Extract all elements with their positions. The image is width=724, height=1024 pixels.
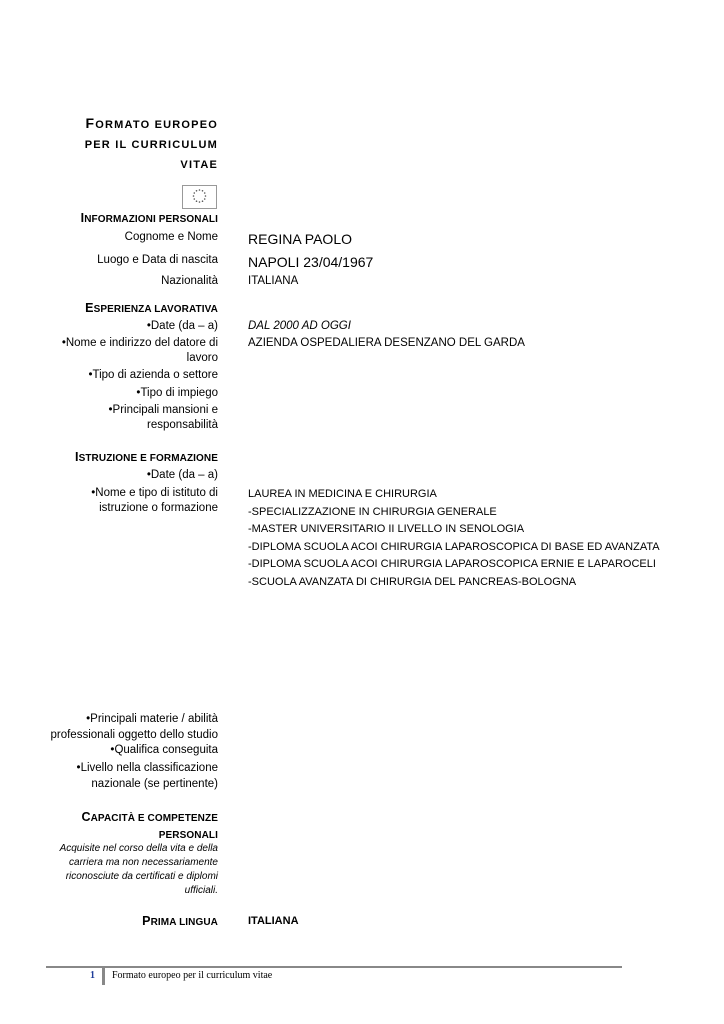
education-item: -DIPLOMA SCUOLA ACOI CHIRURGIA LAPAROSCOPICA ERNIE E LAPAROCELI <box>248 558 656 570</box>
section-work-experience <box>85 301 218 315</box>
duties-label-line2: responsabilità <box>147 419 218 431</box>
duties-label-line1: • Principali mansioni e <box>109 403 219 418</box>
skills-note-line: riconosciute da certificati e diplomi <box>65 871 218 882</box>
education-item: -SPECIALIZZAZIONE IN CHIRURGIA GENERALE <box>248 505 497 518</box>
education-dates-label: • Date (da – a) <box>147 468 218 483</box>
section-skills-line1 <box>81 809 218 827</box>
section-personal-skills <box>81 809 218 844</box>
section-cap: C <box>81 810 91 824</box>
title-cap: F <box>85 115 96 131</box>
section-personal-info <box>81 211 218 225</box>
nationality-value: ITALIANA <box>248 275 299 287</box>
institute-label-line2: istruzione o formazione <box>99 502 218 514</box>
cv-title-line3: VITAE <box>180 159 218 171</box>
section-education <box>75 450 218 464</box>
section-rest: STRUZIONE E FORMAZIONE <box>78 453 218 464</box>
section-rest: RIMA LINGUA <box>150 917 218 928</box>
institute-label <box>91 486 218 516</box>
birth-label: Luogo e Data di nascita <box>97 254 218 266</box>
section-cap: I <box>75 450 79 464</box>
subjects-label-line1: • Principali materie / abilità <box>50 711 218 727</box>
section-skills-line2: PERSONALI <box>158 830 218 841</box>
title-rest: ORMATO EUROPEO <box>95 119 218 131</box>
sector-label: • Tipo di azienda o settore <box>88 368 218 383</box>
education-item: LAUREA IN MEDICINA E CHIRURGIA <box>248 488 437 500</box>
employer-label-line1: • Nome e indirizzo del datore di <box>62 336 218 351</box>
page-number: 1 <box>90 970 95 981</box>
footer-text: Formato europeo per il curriculum vitae <box>112 970 273 981</box>
skills-note-line: Acquisite nel corso della vita e della <box>59 843 218 854</box>
skills-note-line: carriera ma non necessariamente <box>69 857 218 868</box>
level-label-line2: nazionale (se pertinente) <box>91 778 218 790</box>
employer-label <box>62 336 218 366</box>
nationality-label: Nazionalità <box>161 275 218 287</box>
employer-value: AZIENDA OSPEDALIERA DESENZANO DEL GARDA <box>248 337 525 349</box>
education-item: -SCUOLA AVANZATA DI CHIRURGIA DEL PANCREAS-BOLOGNA <box>248 575 577 588</box>
section-cap: I <box>80 211 85 225</box>
level-label-line1: • Livello nella classificazione <box>77 760 218 776</box>
subjects-label <box>50 711 218 743</box>
employer-label-line2: lavoro <box>186 352 218 364</box>
footer-divider <box>46 966 622 968</box>
footer-separator <box>102 968 105 985</box>
subjects-label-line2: professionali oggetto dello studio <box>50 729 218 741</box>
employment-type-label: • Tipo di impiego <box>136 386 218 401</box>
skills-note-line: ufficiali. <box>184 885 218 896</box>
cv-title <box>85 113 218 175</box>
section-rest: NFORMAZIONI PERSONALI <box>84 214 218 225</box>
cv-title-line1 <box>85 113 218 135</box>
eu-flag-icon <box>182 185 217 209</box>
section-cap: E <box>85 301 94 315</box>
surname-label: Cognome e Nome <box>124 231 218 243</box>
birth-value: NAPOLI 23/04/1967 <box>248 254 374 270</box>
mother-tongue-value: ITALIANA <box>248 915 299 927</box>
qualification-label: • Qualifica conseguita <box>110 743 218 758</box>
section-rest: SPERIENZA LAVORATIVA <box>93 304 218 315</box>
work-dates-label: • Date (da – a) <box>147 319 218 334</box>
section-cap: P <box>142 914 151 928</box>
education-item: -DIPLOMA SCUOLA ACOI CHIRURGIA LAPAROSCOPICA DI BASE ED AVANZATA <box>248 540 660 553</box>
level-label <box>77 760 218 792</box>
duties-label <box>109 403 219 433</box>
section-rest: APACITÀ E COMPETENZE <box>90 813 218 824</box>
cv-title-line2: PER IL CURRICULUM <box>84 139 218 151</box>
skills-note <box>38 842 218 898</box>
education-list <box>248 486 660 591</box>
work-dates-value: DAL 2000 AD OGGI <box>248 320 351 332</box>
section-mother-tongue <box>142 914 218 928</box>
surname-value: REGINA PAOLO <box>248 231 352 247</box>
institute-label-line1: • Nome e tipo di istituto di <box>91 486 218 501</box>
education-item: -MASTER UNIVERSITARIO II LIVELLO IN SENOLOGIA <box>248 523 525 535</box>
